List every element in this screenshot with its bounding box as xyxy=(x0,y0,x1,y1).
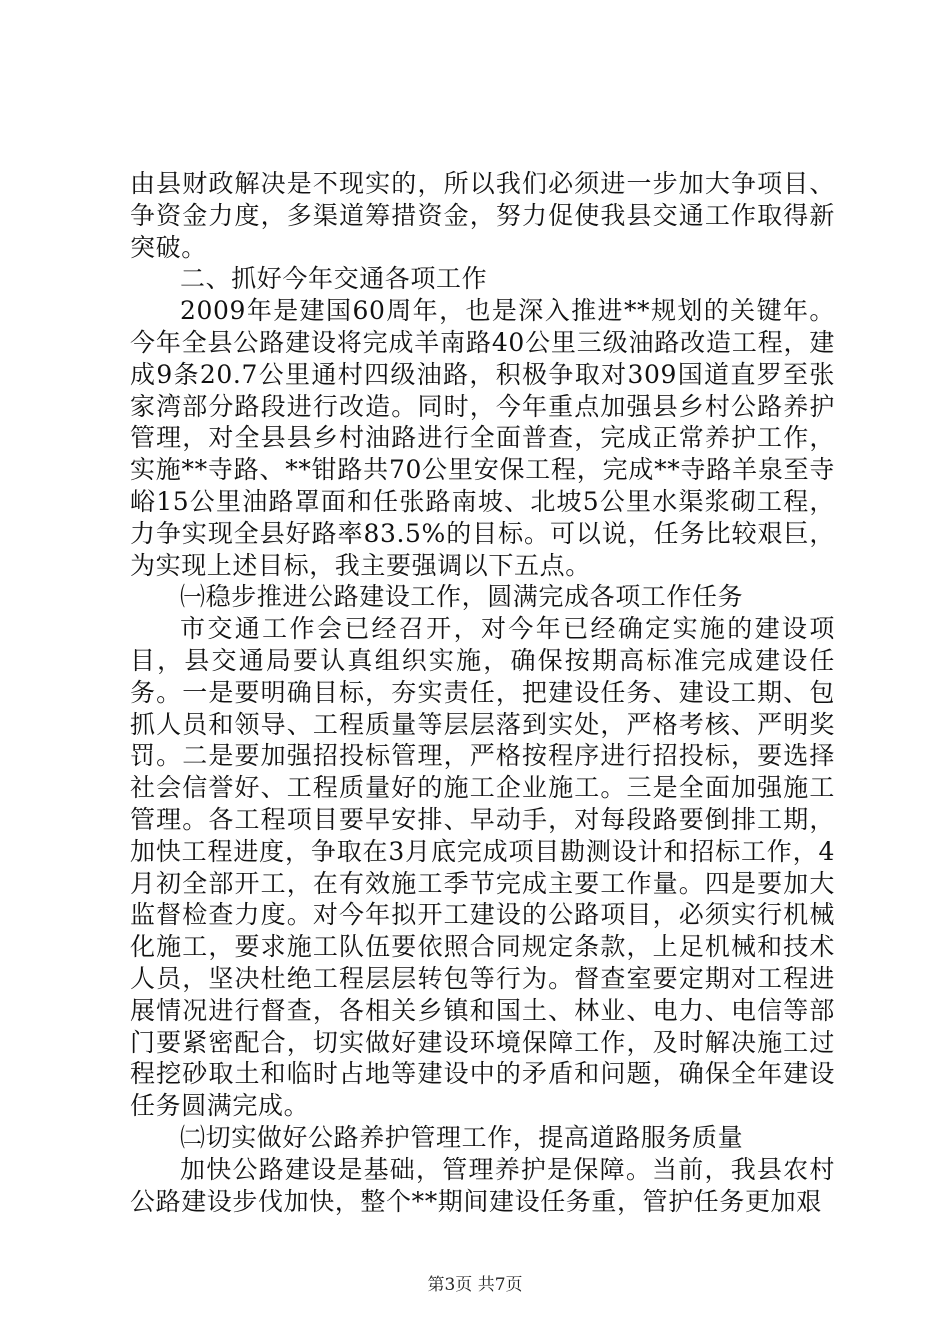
paragraph-annual-overview: 2009年是建国60周年，也是深入推进**规划的关键年。今年全县公路建设将完成羊南路40公里三级油路改造工程，建成9条20.7公里通村四级油路，积极争取对309国道直罗至张家湾部分路段进行改造。同时，今年重点加强县乡村公路养护管理，对全县县乡村油路进行全面普查，完成正常养护工作，实施**寺路、**钳路共70公里安保工程，完成**寺路羊泉至寺峪15公里油路罩面和任张路南坡、北坡5公里水渠浆砌工程，力争实现全县好路率83.5%的目标。可以说，任务比较艰巨，为实现上述目标，我主要强调以下五点。 xyxy=(130,296,835,580)
document-body xyxy=(130,168,835,1217)
paragraph-continuation: 由县财政解决是不现实的，所以我们必须进一步加大争项目、争资金力度，多渠道筹措资金，努力促使我县交通工作取得新突破。 xyxy=(130,169,835,262)
paragraph-construction: 市交通工作会已经召开，对今年已经确定实施的建设项目，县交通局要认真组织实施，确保按期高标准完成建设任务。一是要明确目标，夯实责任，把建设任务、建设工期、包抓人员和领导、工程质量等层层落到实处，严格考核、严明奖罚。二是要加强招投标管理，严格按程序进行招投标，要选择社会信誉好、工程质量好的施工企业施工。三是全面加强施工管理。各工程项目要早安排、早动手，对每段路要倒排工期，加快工程进度，争取在3月底完成项目勘测设计和招标工作，4月初全部开工，在有效施工季节完成主要工作量。四是要加大监督检查力度。对今年拟开工建设的公路项目，必须实行机械化施工，要求施工队伍要依照合同规定条款，上足机械和技术人员，坚决杜绝工程层层转包等行为。督查室要定期对工程进展情况进行督查，各相关乡镇和国土、林业、电力、电信等部门要紧密配合，切实做好建设环境保障工作，及时解决施工过程挖砂取土和临时占地等建设中的矛盾和问题，确保全年建设任务圆满完成。 xyxy=(130,614,835,1121)
subsection-heading-one: ㈠稳步推进公路建设工作，圆满完成各项工作任务 xyxy=(180,582,744,612)
subsection-heading-two: ㈡切实做好公路养护管理工作，提高道路服务质量 xyxy=(180,1122,744,1152)
paragraph-maintenance: 加快公路建设是基础，管理养护是保障。当前，我县农村公路建设步伐加快，整个**期间建设任务重，管护任务更加艰 xyxy=(130,1154,835,1216)
section-heading-two: 二、抓好今年交通各项工作 xyxy=(180,264,488,294)
page-footer: 第3页 共7页 xyxy=(427,1275,523,1295)
